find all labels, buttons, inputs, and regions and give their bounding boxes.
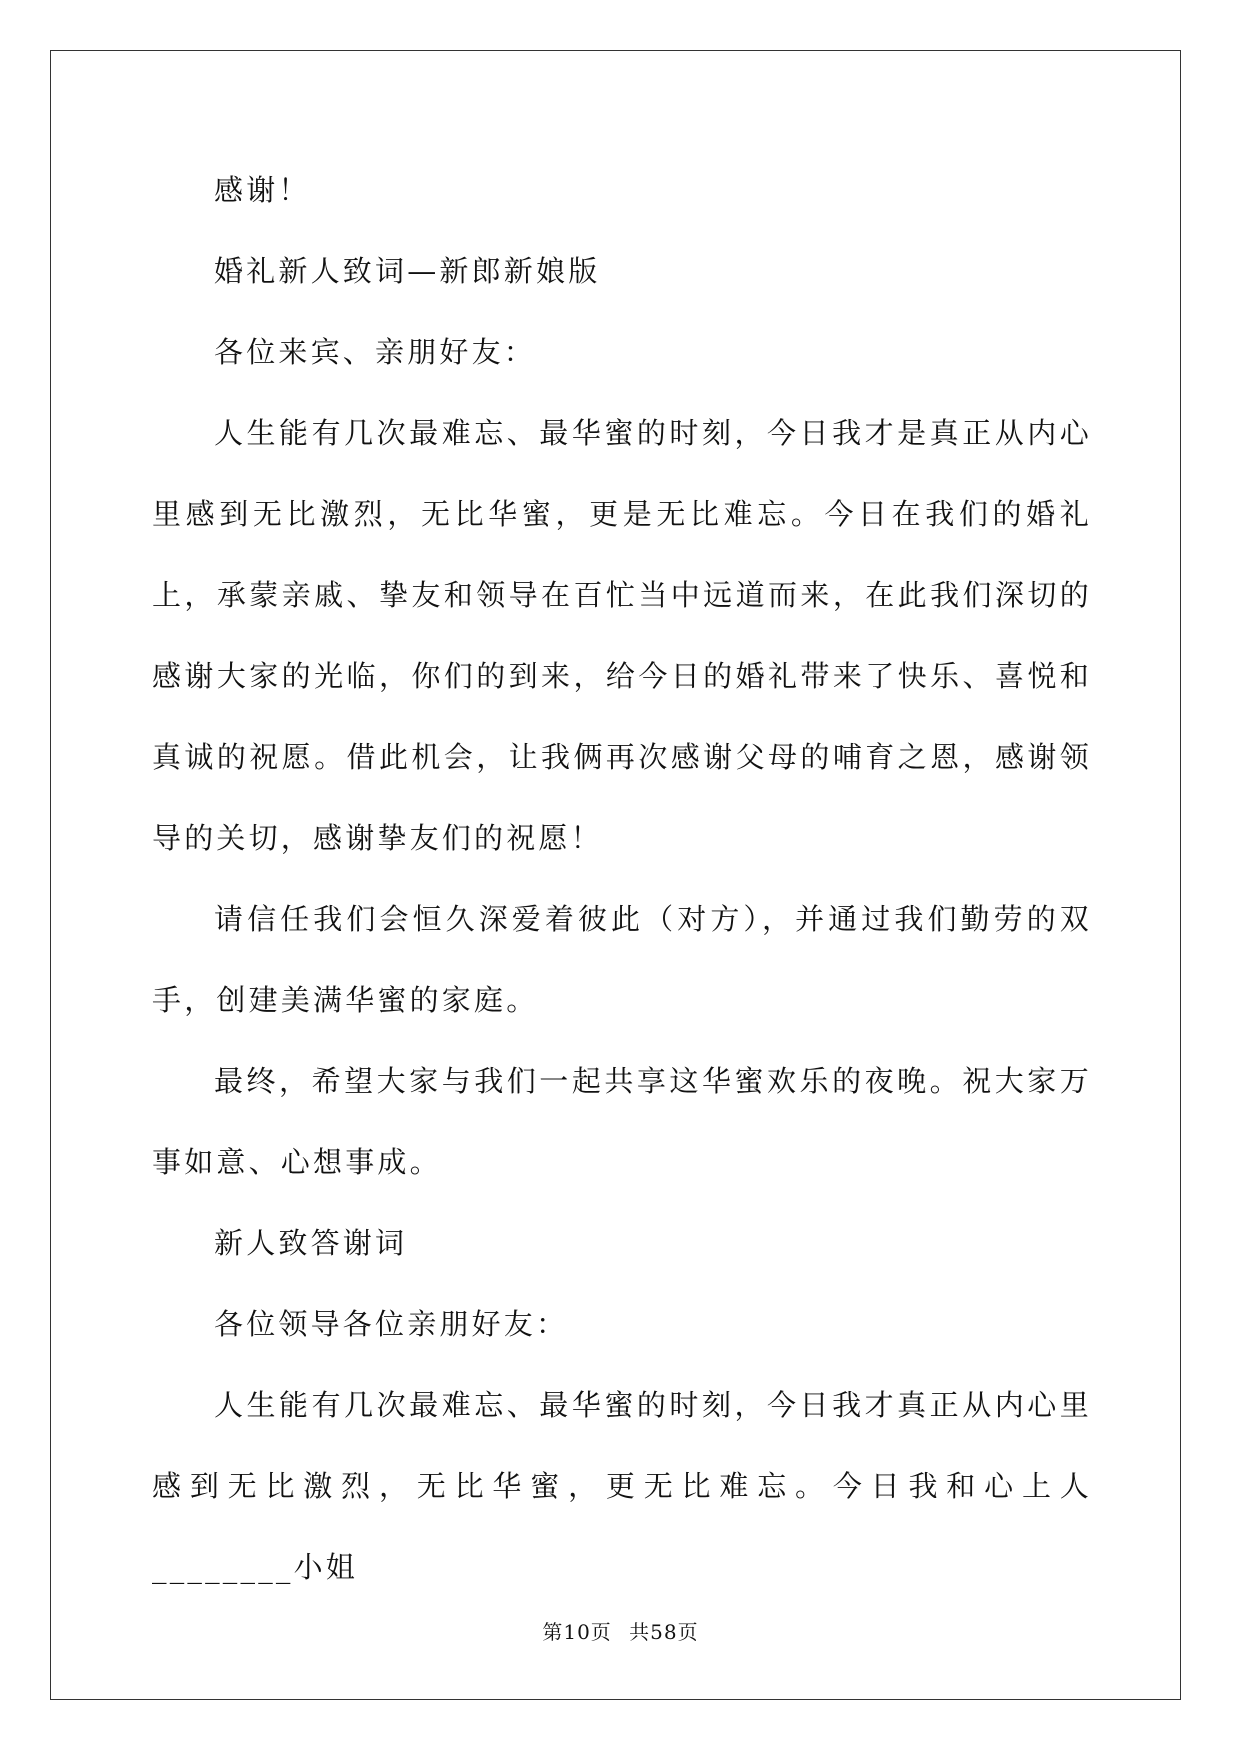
section-heading-wedding-speech: 婚礼新人致词—新郎新娘版: [214, 254, 601, 288]
page-total: 共58页: [629, 1620, 699, 1644]
salutation: 各位来宾、亲朋好友：: [214, 335, 537, 369]
paragraph-body: 最终，希望大家与我们一起共享这华蜜欢乐的夜晚。祝大家万事如意、心想事成。: [152, 1064, 1092, 1179]
salutation: 各位领导各位亲朋好友：: [214, 1307, 569, 1341]
paragraph-body: 人生能有几次最难忘、最华蜜的时刻，今日我才是真正从内心里感到无比激烈，无比华蜜，更是无比难忘。今日在我们的婚礼上，承蒙亲戚、挚友和领导在百忙当中远道而来，在此我们深切的感谢大家的光临，你们的到来，给今日的婚礼带来了快乐、喜悦和真诚的祝愿。借此机会，让我俩再次感谢父母的哺育之恩，感谢领导的关切，感谢挚友们的祝愿！: [152, 416, 1092, 855]
section-heading-thanks-speech: 新人致答谢词: [214, 1226, 408, 1260]
paragraph-thanks: 感谢！: [214, 173, 311, 207]
page-number: 第10页: [542, 1620, 612, 1644]
paragraph-body: 请信任我们会恒久深爱着彼此（对方），并通过我们勤劳的双手，创建美满华蜜的家庭。: [152, 902, 1092, 1017]
page-footer: [0, 1616, 1241, 1645]
document-body: [152, 0, 1092, 1608]
paragraph-body: 人生能有几次最难忘、最华蜜的时刻，今日我才真正从内心里感到无比激烈，无比华蜜，更无比难忘。今日我和心上人________小姐: [152, 1388, 1092, 1584]
